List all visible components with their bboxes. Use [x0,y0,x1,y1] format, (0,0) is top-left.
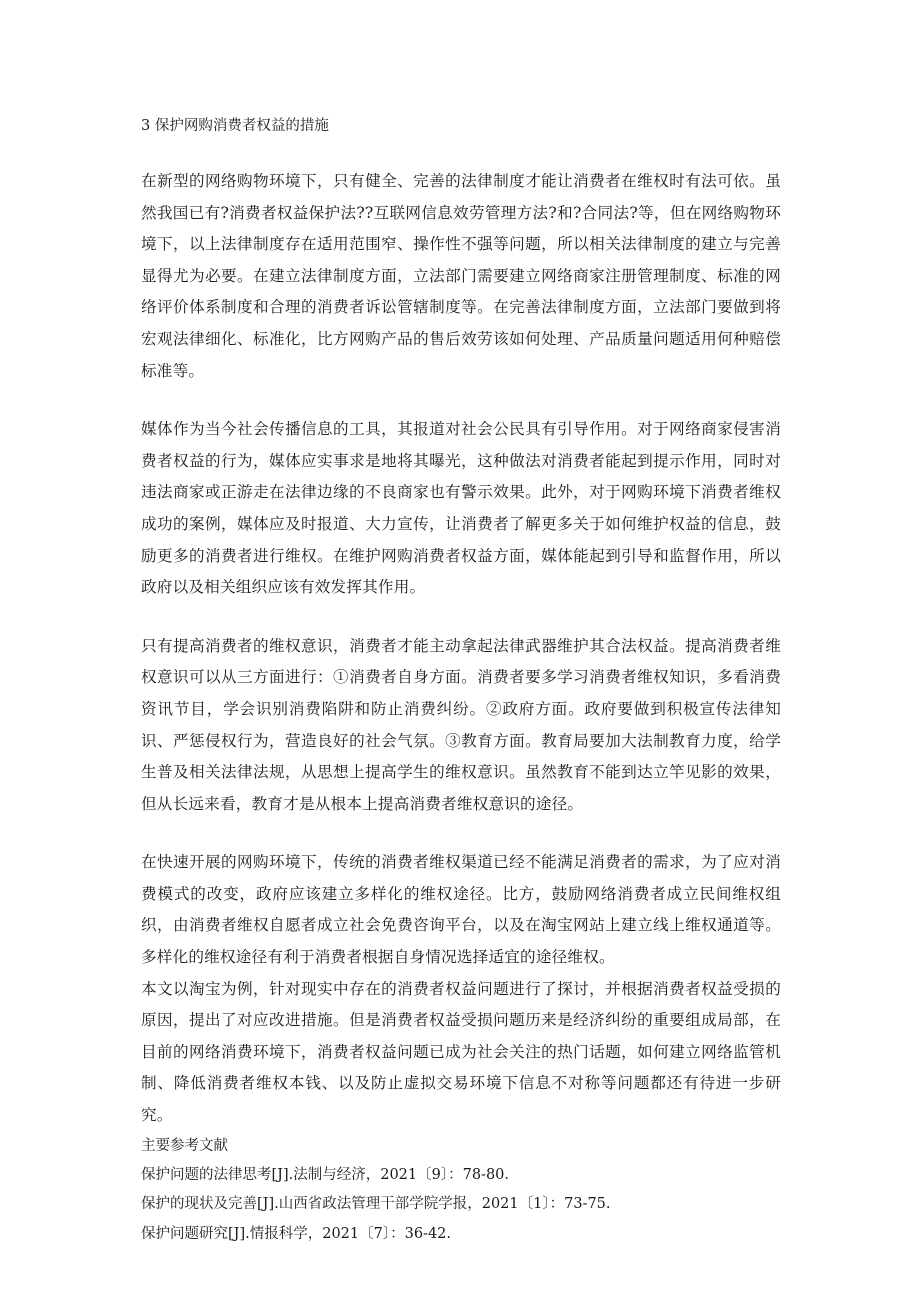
paragraph-conclusion: 本文以淘宝为例，针对现实中存在的消费者权益问题进行了探讨，并根据消费者权益受损的原因，提出了对应改进措施。但是消费者权益受损问题历来是经济纠纷的重要组成局部，在目前的网络消费环境下，消费者权益问题已成为社会关注的热门话题，如何建立网络监管机制、降低消费者维权本钱、以及防止虚拟交易环境下信息不对称等问题都还有待进一步研究。 [141,979,781,1125]
paragraph-media: 媒体作为当今社会传播信息的工具，其报道对社会公民具有引导作用。对于网络商家侵害消费者权益的行为，媒体应实事求是地将其曝光，这种做法对消费者能起到提示作用，同时对违法商家或正游走在法律边缘的不良商家也有警示效果。此外，对于网购环境下消费者维权成功的案例，媒体应及时报道、大力宣传，让消费者了解更多关于如何维护权益的信息，鼓励更多的消费者进行维权。在维护网购消费者权益方面，媒体能起到引导和监督作用，所以政府以及相关组织应该有效发挥其作用。 [141,420,781,597]
section-heading: 3 保护网购消费者权益的措施 [141,118,329,134]
reference-item-1: 保护问题的法律思考[J].法制与经济，2021〔9〕：78-80. [141,1166,510,1183]
references-title: 主要参考文献 [141,1137,228,1154]
reference-item-2: 保护的现状及完善[J].山西省政法管理干部学院学报，2021〔1〕：73-75. [141,1196,611,1213]
reference-item-3: 保护问题研究[J].情报科学，2021〔7〕：36-42. [141,1225,452,1242]
document-page [141,112,781,1249]
paragraph-channels: 在快速开展的网购环境下，传统的消费者维权渠道已经不能满足消费者的需求，为了应对消费模式的改变，政府应该建立多样化的维权途径。比方，鼓励网络消费者成立民间维权组织，由消费者维权自愿者成立社会免费咨询平台，以及在淘宝网站上建立线上维权通道等。多样化的维权途径有利于消费者根据自身情况选择适宜的途径维权。 [141,853,781,967]
paragraph-legal-system: 在新型的网络购物环境下，只有健全、完善的法律制度才能让消费者在维权时有法可依。虽然我国已有?消费者权益保护法??互联网信息效劳管理方法?和?合同法?等，但在网络购物环境下，以上法律制度存在适用范围窄、操作性不强等问题，所以相关法律制度的建立与完善显得尤为必要。在建立法律制度方面，立法部门需要建立网络商家注册管理制度、标准的网络评价体系制度和合理的消费者诉讼管辖制度等。在完善法律制度方面，立法部门要做到将宏观法律细化、标准化，比方网购产品的售后效劳该如何处理、产品质量问题适用何种赔偿标准等。 [141,172,781,380]
paragraph-awareness: 只有提高消费者的维权意识，消费者才能主动拿起法律武器维护其合法权益。提高消费者维权意识可以从三方面进行：①消费者自身方面。消费者要多学习消费者维权知识，多看消费资讯节目，学会识别消费陷阱和防止消费纠纷。②政府方面。政府要做到积极宣传法律知识、严惩侵权行为，营造良好的社会气氛。③教育方面。教育局要加大法制教育力度，给学生普及相关法律法规，从思想上提高学生的维权意识。虽然教育不能到达立竿见影的效果，但从长远来看，教育才是从根本上提高消费者维权意识的途径。 [141,636,781,813]
